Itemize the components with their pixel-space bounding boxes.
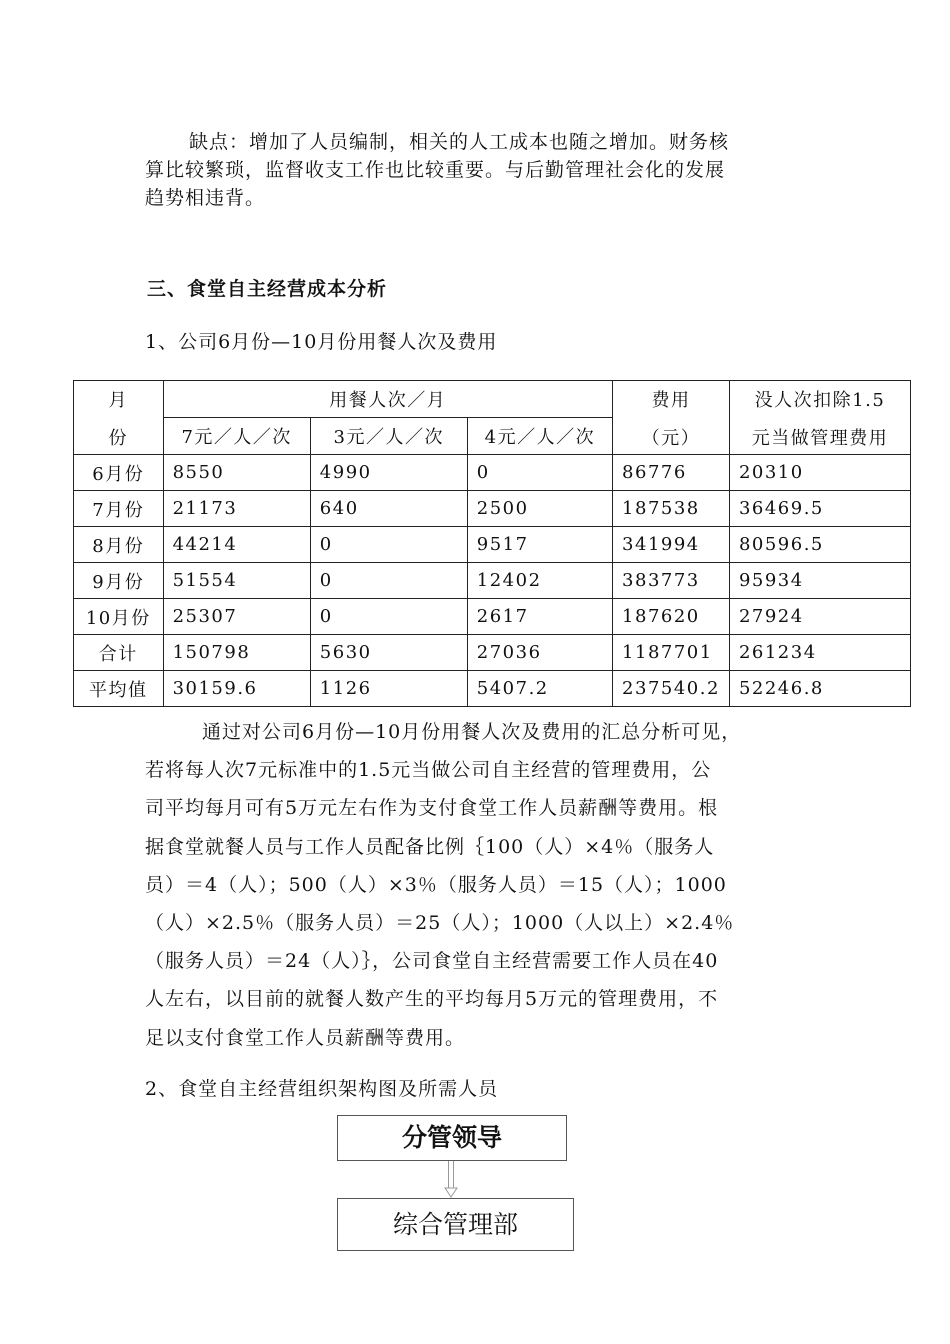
cell-v3: 0 bbox=[310, 527, 467, 563]
subheading-meals-cost: 1、公司6月份—10月份用餐人次及费用 bbox=[145, 331, 498, 353]
cell-month: 8月份 bbox=[74, 527, 164, 563]
cell-month: 7月份 bbox=[74, 491, 164, 527]
cell-cost: 187620 bbox=[613, 599, 730, 635]
cell-month: 平均值 bbox=[74, 671, 164, 707]
cell-cost: 237540.2 bbox=[613, 671, 730, 707]
analysis-line: 人左右，以目前的就餐人数产生的平均每月5万元的管理费用，不 bbox=[145, 988, 719, 1011]
cell-cost: 1187701 bbox=[613, 635, 730, 671]
analysis-line: 足以支付食堂工作人员薪酬等费用。 bbox=[145, 1026, 466, 1049]
cell-v7: 150798 bbox=[163, 635, 310, 671]
cell-month: 10月份 bbox=[74, 599, 164, 635]
cell-month: 9月份 bbox=[74, 563, 164, 599]
analysis-line: 员）＝4（人）；500（人）×3％（服务人员）＝15（人）；1000 bbox=[145, 873, 727, 896]
intro-line: 算比较繁琐，监督收支工作也比较重要。与后勤管理社会化的发展 bbox=[145, 159, 726, 181]
analysis-line: （服务人员）＝24（人）｝，公司食堂自主经营需要工作人员在40 bbox=[145, 950, 719, 973]
cell-v7: 25307 bbox=[163, 599, 310, 635]
org-box-general-management: 综合管理部 bbox=[337, 1198, 574, 1251]
cell-v7: 51554 bbox=[163, 563, 310, 599]
cell-v7: 21173 bbox=[163, 491, 310, 527]
cell-v4: 0 bbox=[467, 455, 612, 491]
header-meal-type: 3元／人／次 bbox=[310, 418, 467, 455]
header-meal-type: 4元／人／次 bbox=[467, 418, 612, 455]
cell-v4: 12402 bbox=[467, 563, 612, 599]
org-box-leader: 分管领导 bbox=[337, 1115, 567, 1161]
cell-cost: 341994 bbox=[613, 527, 730, 563]
section-heading: 三、食堂自主经营成本分析 bbox=[147, 278, 388, 300]
intro-line: 趋势相违背。 bbox=[145, 187, 266, 209]
cell-v7: 8550 bbox=[163, 455, 310, 491]
cell-v4: 5407.2 bbox=[467, 671, 612, 707]
cell-v4: 2617 bbox=[467, 599, 612, 635]
header-cost: 费用 （元） bbox=[613, 381, 730, 455]
cell-v4: 9517 bbox=[467, 527, 612, 563]
cell-cost: 383773 bbox=[613, 563, 730, 599]
analysis-line: 据食堂就餐人员与工作人员配备比例｛100（人）×4％（服务人 bbox=[145, 835, 715, 858]
cell-v3: 0 bbox=[310, 599, 467, 635]
intro-line: 缺点：增加了人员编制，相关的人工成本也随之增加。财务核 bbox=[189, 131, 730, 153]
cell-v3: 640 bbox=[310, 491, 467, 527]
cell-mgmt: 20310 bbox=[729, 455, 910, 491]
cell-mgmt: 36469.5 bbox=[729, 491, 910, 527]
header-meals-group: 用餐人次／月 bbox=[163, 381, 612, 418]
cell-v3: 5630 bbox=[310, 635, 467, 671]
cell-cost: 86776 bbox=[613, 455, 730, 491]
analysis-line: 若将每人次7元标准中的1.5元当做公司自主经营的管理费用，公 bbox=[145, 759, 712, 782]
cell-v7: 44214 bbox=[163, 527, 310, 563]
header-deduction: 没人次扣除1.5 元当做管理费用 bbox=[729, 381, 910, 455]
cell-mgmt: 80596.5 bbox=[729, 527, 910, 563]
analysis-line: （人）×2.5％（服务人员）＝25（人）；1000（人以上）×2.4％ bbox=[145, 912, 735, 935]
cell-month: 6月份 bbox=[74, 455, 164, 491]
subheading-org-chart: 2、食堂自主经营组织架构图及所需人员 bbox=[145, 1078, 499, 1100]
cell-mgmt: 95934 bbox=[729, 563, 910, 599]
cell-cost: 187538 bbox=[613, 491, 730, 527]
cell-mgmt: 52246.8 bbox=[729, 671, 910, 707]
header-month: 月 份 bbox=[74, 381, 164, 455]
cell-v3: 1126 bbox=[310, 671, 467, 707]
header-meal-type: 7元／人／次 bbox=[163, 418, 310, 455]
cell-mgmt: 27924 bbox=[729, 599, 910, 635]
cell-v4: 27036 bbox=[467, 635, 612, 671]
cell-v3: 4990 bbox=[310, 455, 467, 491]
cell-mgmt: 261234 bbox=[729, 635, 910, 671]
analysis-line: 司平均每月可有5万元左右作为支付食堂工作人员薪酬等费用。根 bbox=[145, 797, 719, 820]
cell-v3: 0 bbox=[310, 563, 467, 599]
cell-month: 合计 bbox=[74, 635, 164, 671]
analysis-line: 通过对公司6月份—10月份用餐人次及费用的汇总分析可见， bbox=[202, 721, 742, 743]
cell-v4: 2500 bbox=[467, 491, 612, 527]
cell-v7: 30159.6 bbox=[163, 671, 310, 707]
